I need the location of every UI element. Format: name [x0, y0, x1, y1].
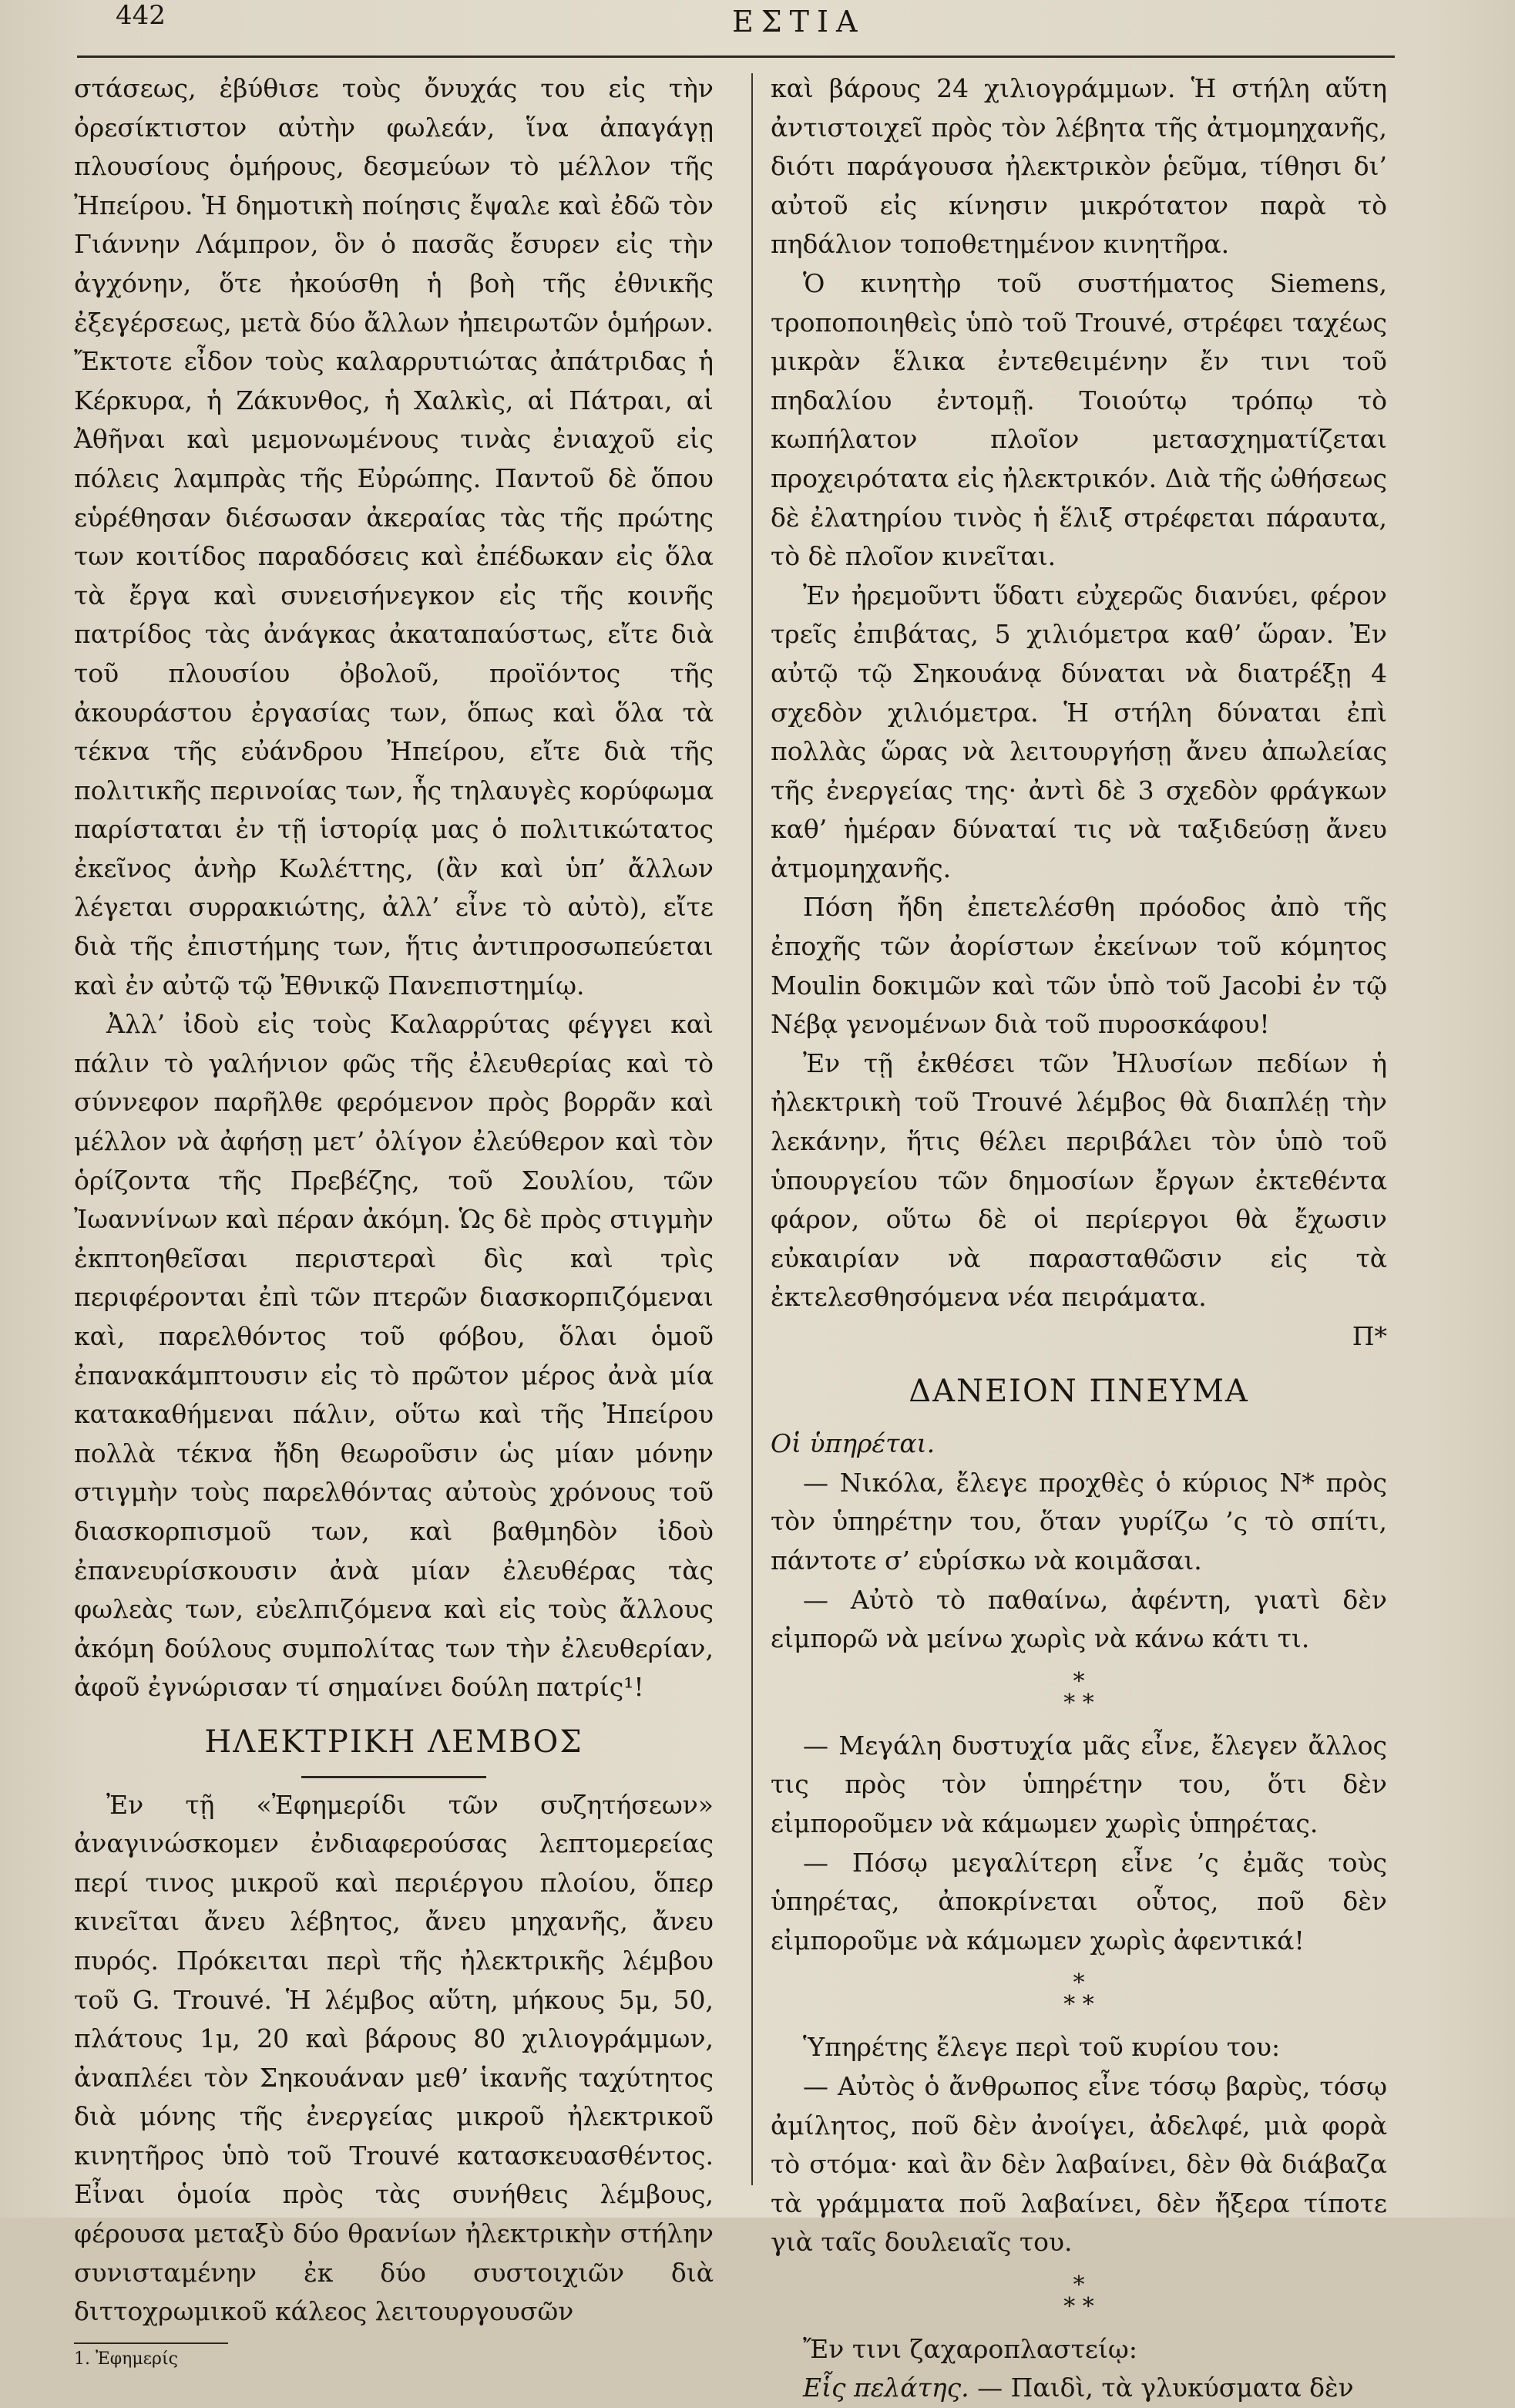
- asterism-3: * * *: [1063, 2271, 1094, 2320]
- right-paragraph-1: καὶ βάρους 24 χιλιογράμμων. Ἡ στήλη αὕτη ἀντιστοιχεῖ πρὸς τὸν λέβητα τῆς ἀτμομηχανῆς, διότι παράγουσα ἠλεκτρικὸν ῥεῦμα, τίθησι δι’ αὐτοῦ εἰς κίνησιν μικρότατον παρὰ τὸ πηδάλιον τοποθετημένον κινητῆρα.: [771, 73, 1387, 260]
- left-column: [74, 69, 714, 2370]
- page-number: 442: [116, 0, 166, 31]
- right-column: [771, 69, 1387, 2408]
- column-divider: [751, 73, 753, 2185]
- joke-1-line-2: — Αὐτὸ τὸ παθαίνω, ἀφέντη, γιατὶ δὲν εἰμπορῶ νὰ μείνω χωρὶς νὰ κάνω κάτι τι.: [771, 1584, 1387, 1654]
- page-header: [54, 0, 1387, 62]
- section-title-electric-boat: ΗΛΕΚΤΡΙΚΗ ΛΕΜΒΟΣ: [204, 1724, 583, 1760]
- right-paragraph-4: Πόση ἤδη ἐπετελέσθη πρόοδος ἀπὸ τῆς ἐποχῆς τῶν ἀορίστων ἐκείνων τοῦ κόμητος Moulin δοκιμῶν καὶ τῶν ὑπὸ τοῦ Jacobi ἐν τῷ Νέβᾳ γενομένων διὰ τοῦ πυροσκάφου!: [771, 892, 1387, 1040]
- left-paragraph-3: Ἐν τῇ «Ἐφημερίδι τῶν συζητήσεων» ἀναγινώσκομεν ἐνδιαφερούσας λεπτομερείας περί τινος μικροῦ καὶ περιέργου πλοίου, ὅπερ κινεῖται ἄνευ λέβητος, ἄνευ μηχανῆς, ἄνευ πυρός. Πρόκειται περὶ τῆς ἠλεκτρικῆς λέμβου τοῦ G. Trouvé. Ἡ λέμβος αὕτη, μήκους 5μ, 50, πλάτους 1μ, 20 καὶ βάρους 80 χιλιογράμμων, ἀναπλέει τὸν Σηκουάναν μεθ’ ἱκανῆς ταχύτητος διὰ μόνης τῆς ἐνεργείας μικροῦ ἠλεκτρικοῦ κινητῆρος ὑπὸ τοῦ Trouvé κατασκευασθέντος. Εἶναι ὁμοία πρὸς τὰς συνήθεις λέμβους, φέρουσα μεταξὺ δύο θρανίων ἠλεκτρικὴν στήλην συνισταμένην ἐκ δύο συστοιχιῶν διὰ διττοχρωμικοῦ κάλεος λειτουργουσῶν: [74, 1789, 714, 2327]
- left-paragraph-1: στάσεως, ἐβύθισε τοὺς ὄνυχάς του εἰς τὴν ὀρεσίκτιστον αὐτὴν φωλεάν, ἵνα ἀπαγάγῃ πλουσίους ὁμήρους, δεσμεύων τὸ μέλλον τῆς Ἠπείρου. Ἡ δημοτικὴ ποίησις ἔψαλε καὶ ἐδῶ τὸν Γιάννην Λάμπρον, ὃν ὁ πασᾶς ἔσυρεν εἰς τὴν ἀγχόνην, ὅτε ἠκούσθη ἡ βοὴ τῆς ἐθνικῆς ἐξεγέρσεως, μετὰ δύο ἄλλων ἠπειρωτῶν ὁμήρων. Ἔκτοτε εἶδον τοὺς καλαρρυτιώτας ἀπάτριδας ἡ Κέρκυρα, ἡ Ζάκυνθος, ἡ Χαλκὶς, αἱ Πάτραι, αἱ Ἀθῆναι καὶ μεμονωμένους τινὰς ἐνιαχοῦ εἰς πόλεις λαμπρὰς τῆς Εὐρώπης. Παντοῦ δὲ ὅπου εὑρέθησαν διέσωσαν ἀκεραίας τὰς τῆς πρώτης των κοιτίδος παραδόσεις καὶ ἐπέδωκαν εἰς ὅλα τὰ ἔργα καὶ συνεισήνεγκον εἰς τῆς κοινῆς πατρίδος τὰς ἀνάγκας ἀκαταπαύστως, εἴτε διὰ τοῦ πλουσίου ὀβολοῦ, προϊόντος τῆς ἀκουράστου ἐργασίας των, ὅπως καὶ ὅλα τὰ τέκνα τῆς εὐάνδρου Ἠπείρου, εἴτε διὰ τῆς πολιτικῆς περινοίας των, ἧς τηλαυγὲς κορύφωμα παρίσταται ἐν τῇ ἱστορίᾳ μας ὁ πολιτικώτατος ἐκεῖνος ἀνὴρ Κωλέττης, (ἂν καὶ ὑπ’ ἄλλων λέγεται συρρακιώτης, ἀλλ’ εἶνε τὸ αὐτὸ), εἴτε διὰ τῆς ἐπιστήμης των, ἥτις ἀντιπροσωπεύεται καὶ ἐν αὐτῷ τῷ Ἐθνικῷ Πανεπιστημίῳ.: [74, 73, 714, 1001]
- right-paragraph-2: Ὁ κινητὴρ τοῦ συστήματος Siemens, τροποποιηθεὶς ὑπὸ τοῦ Trouvé, στρέφει ταχέως μικρὰν ἕλικα ἐντεθειμένην ἔν τινι τοῦ πηδαλίου ἐντομῇ. Τοιούτῳ τρόπῳ τὸ κωπήλατον πλοῖον μετασχηματίζεται προχειρότατα εἰς ἠλεκτρικόν. Διὰ τῆς ὠθήσεως δὲ ἐλατηρίου τινὸς ἡ ἕλιξ στρέφεται πάραυτα, τὸ δὲ πλοῖον κινεῖται.: [771, 267, 1387, 572]
- joke-1-line-1: — Νικόλα, ἔλεγε προχθὲς ὁ κύριος Ν* πρὸς τὸν ὑπηρέτην του, ὅταν γυρίζω ’ς τὸ σπίτι, πάντοτε σ’ εὑρίσκω νὰ κοιμᾶσαι.: [771, 1467, 1387, 1576]
- joke-4-line-2: [771, 2369, 1387, 2408]
- joke-3-line-1: Ὑπηρέτης ἔλεγε περὶ τοῦ κυρίου του:: [803, 2032, 1281, 2063]
- section-title-borrowed-wit: ΔΑΝΕΙΟΝ ΠΝΕΥΜΑ: [909, 1373, 1249, 1409]
- running-title: ΕΣΤΙΑ: [732, 5, 865, 39]
- header-rule: [77, 55, 1395, 58]
- footnote: 1. Ἐφημερίς: [74, 2349, 178, 2369]
- left-paragraph-2: Ἀλλ’ ἰδοὺ εἰς τοὺς Καλαρρύτας φέγγει καὶ πάλιν τὸ γαλήνιον φῶς τῆς ἐλευθερίας καὶ τὸ σύννεφον παρῆλθε φερόμενον πρὸς βορρᾶν καὶ μέλλον νὰ ἀφήσῃ μετ’ ὀλίγον ἐλεύθερον καὶ τὸν ὁρίζοντα τῆς Πρεβέζης, τοῦ Σουλίου, τῶν Ἰωαννίνων καὶ πέραν ἀκόμη. Ὡς δὲ πρὸς στιγμὴν ἐκπτοηθεῖσαι περιστεραὶ δὶς καὶ τρὶς περιφέρονται ἐπὶ τῶν πτερῶν διασκορπιζόμεναι καὶ, παρελθόντος τοῦ φόβου, ὅλαι ὁμοῦ ἐπανακάμπτουσιν εἰς τὸ πρῶτον μέρος ἀνὰ μία κατακαθήμεναι πάλιν, οὕτω καὶ τῆς Ἠπείρου πολλὰ τέκνα ἤδη θεωροῦσιν ὡς μίαν μόνην στιγμὴν τοὺς παρελθόντας αὐτοὺς χρόνους τοῦ διασκορπισμοῦ των, καὶ βαθμηδὸν ἰδοὺ ἐπανευρίσκουσιν ἀνὰ μίαν ἐλευθέρας τὰς φωλεὰς των, εὐελπιζόμενα καὶ εἰς τοὺς ἄλλους ἀκόμη δούλους συμπολίτας των τὴν ἐλευθερίαν, ἀφοῦ ἐγνώρισαν τί σημαίνει δούλη πατρίς¹!: [74, 1009, 714, 1703]
- author-signature: Π*: [1352, 1321, 1387, 1351]
- asterism-2: * * *: [1063, 1969, 1094, 2019]
- footnote-rule: [74, 2342, 228, 2344]
- title-rule: [301, 1776, 486, 1778]
- speaker-label: Εἷς πελάτης.: [803, 2373, 969, 2403]
- right-paragraph-5: Ἐν τῇ ἐκθέσει τῶν Ἠλυσίων πεδίων ἡ ἠλεκτρικὴ τοῦ Trouvé λέμβος θὰ διαπλέῃ τὴν λεκάνην, ἥτις θέλει περιβάλει τὸν ὑπὸ τοῦ ὑπουργείου τῶν δημοσίων ἔργων ἐκτεθέντα φάρον, οὕτω δὲ οἱ περίεργοι θὰ ἔχωσιν εὐκαιρίαν νὰ παρασταθῶσιν εἰς τὰ ἐκτελεσθησόμενα νέα πειράματα.: [771, 1048, 1387, 1313]
- asterism-1: * * *: [1063, 1667, 1094, 1717]
- speaker-text: — Παιδὶ, τὰ γλυκύσματα δὲν: [977, 2373, 1354, 2403]
- joke-4-line-1: Ἔν τινι ζαχαροπλαστείῳ:: [803, 2333, 1137, 2364]
- right-paragraph-3: Ἐν ἠρεμοῦντι ὕδατι εὐχερῶς διανύει, φέρον τρεῖς ἐπιβάτας, 5 χιλιόμετρα καθ’ ὥραν. Ἐν αὐτῷ τῷ Σηκουάνᾳ δύναται νὰ διατρέξῃ 4 σχεδὸν χιλιόμετρα. Ἡ στήλη δύναται ἐπὶ πολλὰς ὥρας νὰ λειτουργήσῃ ἄνευ ἀπωλείας τῆς ἐνεργείας της· ἀντὶ δὲ 3 σχεδὸν φράγκων καθ’ ἡμέραν δύναταί τις νὰ ταξιδεύσῃ ἄνευ ἀτμομηχανῆς.: [771, 580, 1387, 883]
- subheading-servants: Οἱ ὑπηρέται.: [771, 1428, 936, 1459]
- joke-3-line-2: — Αὐτὸς ὁ ἄνθρωπος εἶνε τόσῳ βαρὺς, τόσῳ ἀμίλητος, ποῦ δὲν ἀνοίγει, ἀδελφέ, μιὰ φορὰ τὸ στόμα· καὶ ἂν δὲν λαβαίνει, δὲν θὰ διάβαζα τὰ γράμματα ποῦ λαβαίνει, δὲν ἤξερα τίποτε γιὰ ταῖς δουλειαῖς του.: [771, 2070, 1387, 2258]
- joke-2-line-1: — Μεγάλη δυστυχία μᾶς εἶνε, ἔλεγεν ἄλλος τις πρὸς τὸν ὑπηρέτην του, ὅτι δὲν εἰμποροῦμεν νὰ κάμωμεν χωρὶς ὑπηρέτας.: [771, 1730, 1387, 1838]
- joke-2-line-2: — Πόσῳ μεγαλίτερη εἶνε ’ς ἐμᾶς τοὺς ὑπηρέτας, ἀποκρίνεται οὗτος, ποῦ δὲν εἰμποροῦμε νὰ κάμωμεν χωρὶς ἀφεντικά!: [771, 1847, 1387, 1956]
